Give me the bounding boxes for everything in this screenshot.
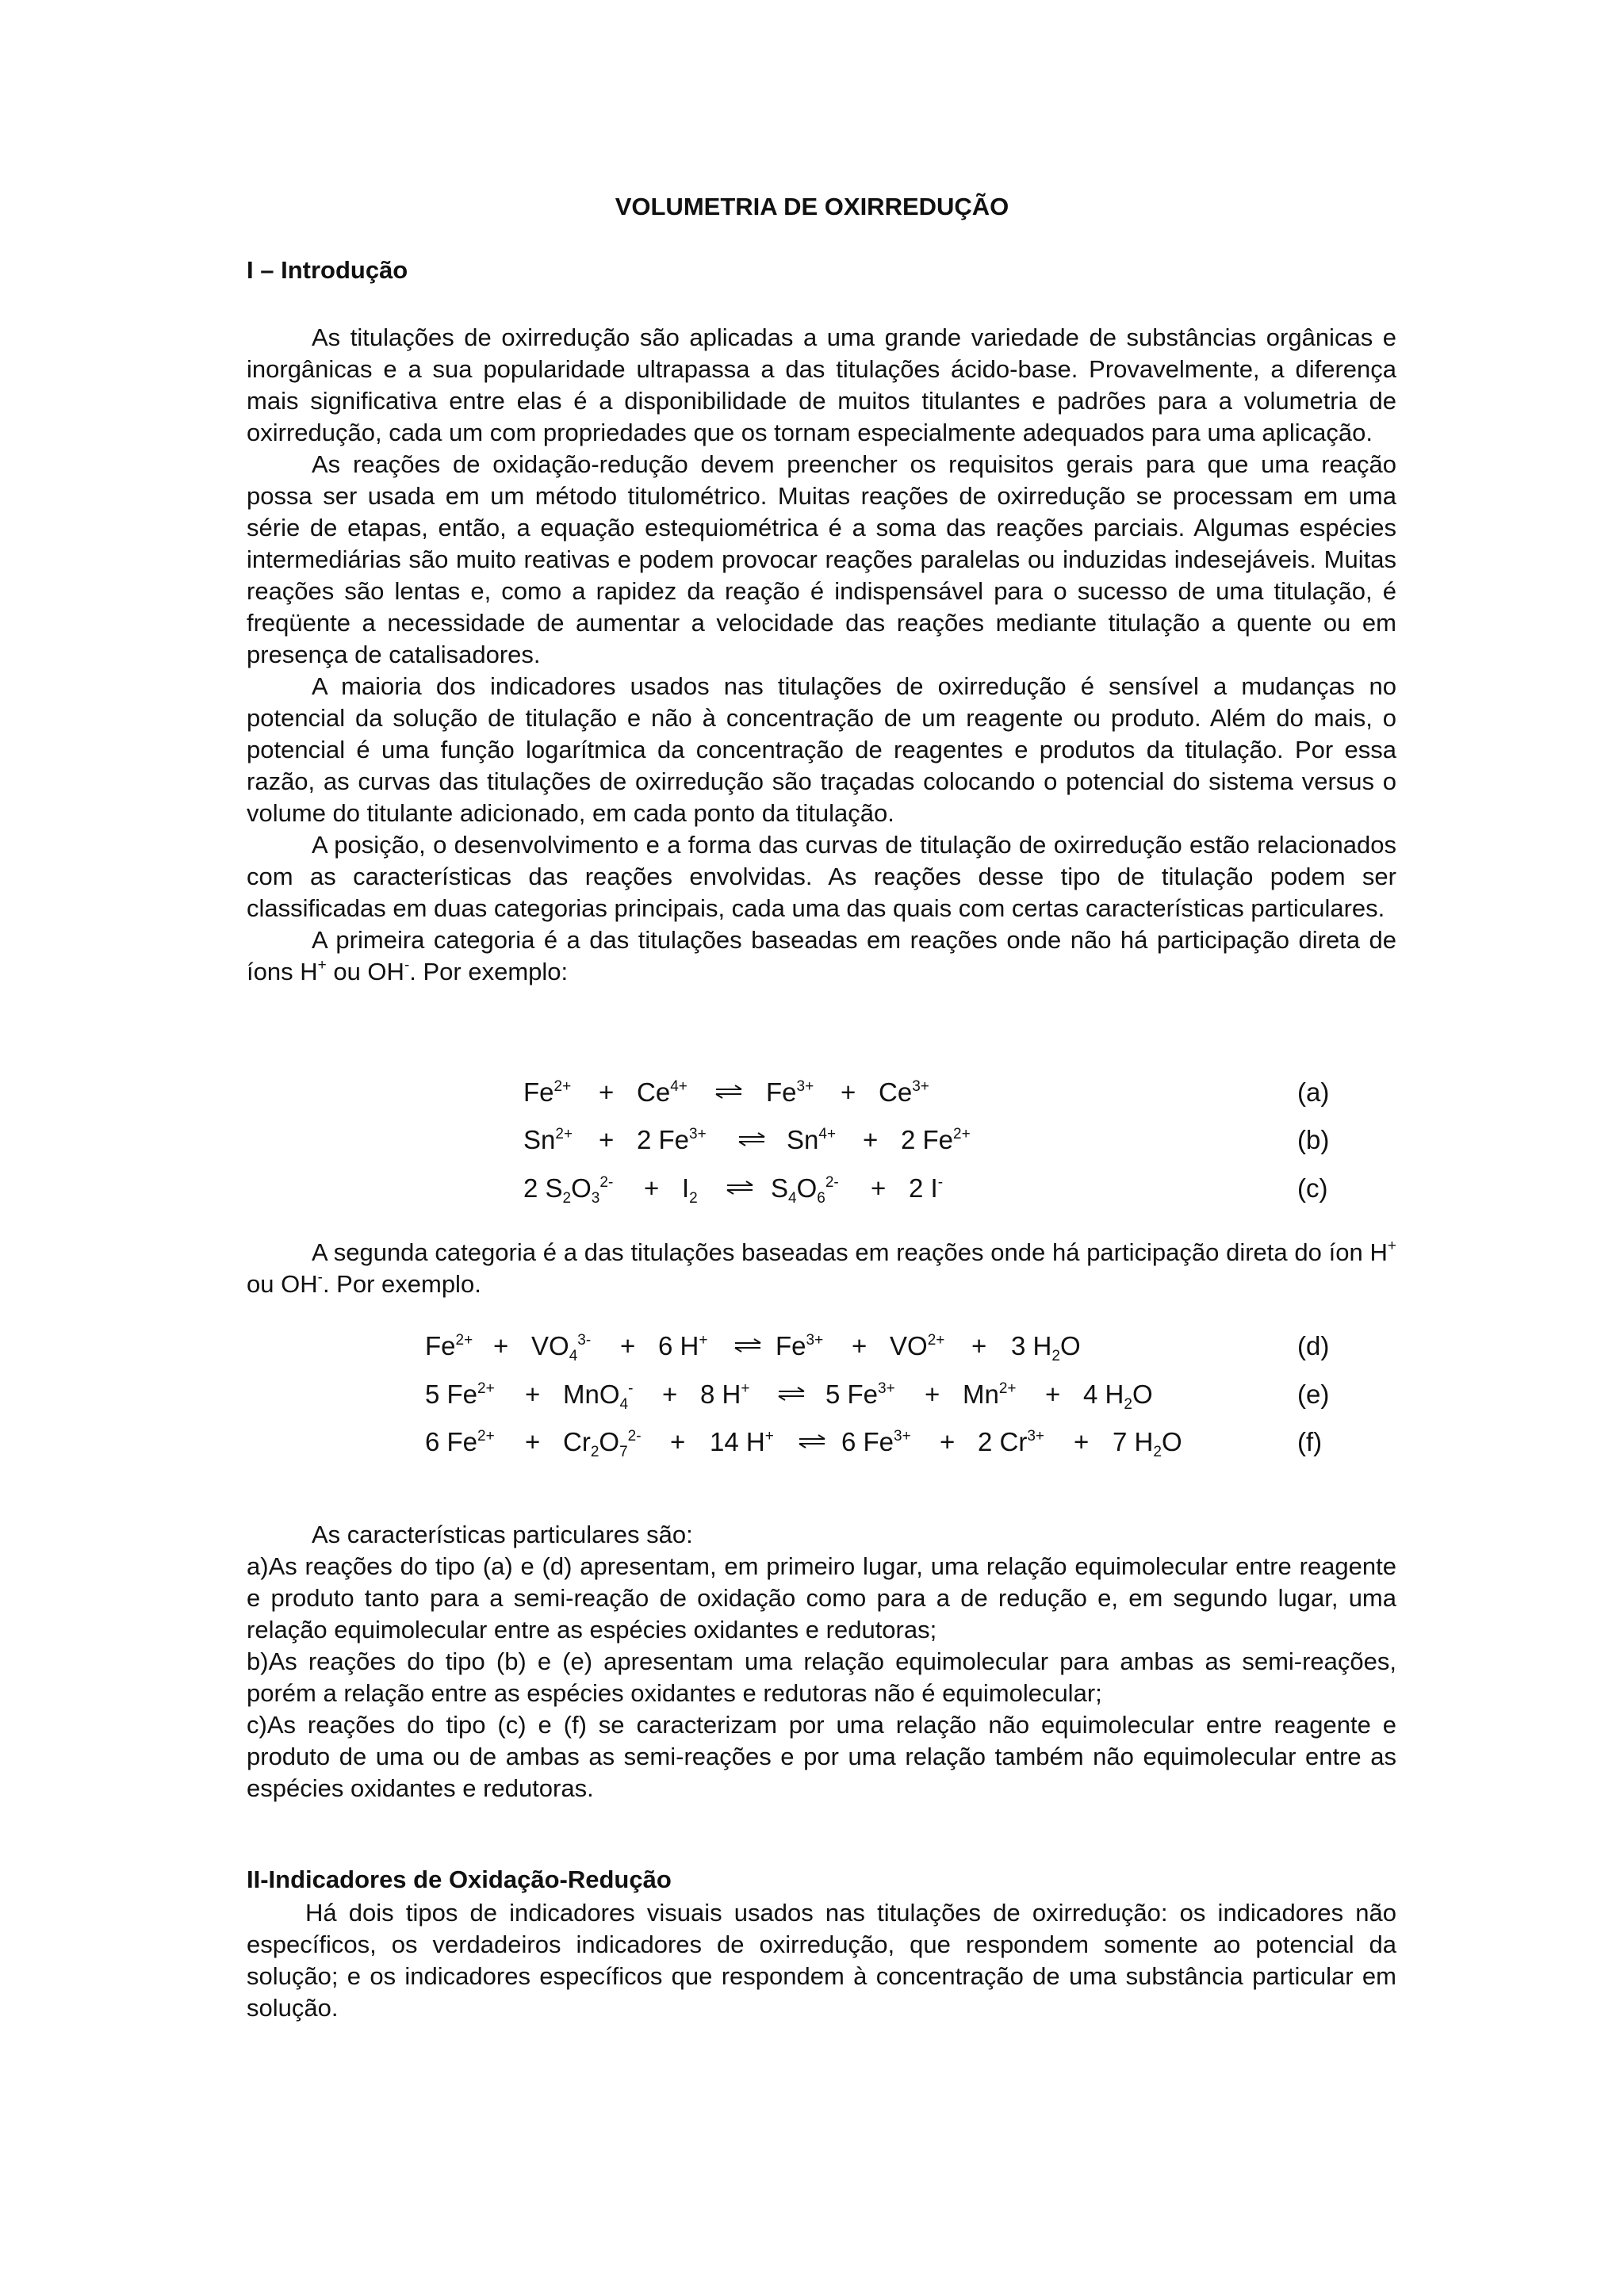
indicators-text-block (247, 1897, 1396, 2024)
paragraph: A posição, o desenvolvimento e a forma das curvas de titulação de oxirredução estão relacionados com as características das reações envolvidas. As reações desse tipo de titulação podem ser classificadas em duas categorias principais, cada uma das quais com certas características particulares. (247, 831, 1396, 922)
characteristic-item: b)As reações do tipo (b) e (e) apresentam uma relação equimolecular para ambas as semi-reações, porém a relação entre as espécies oxidantes e redutoras não é equimolecular; (247, 1647, 1396, 1707)
equation-tag: (b) (1297, 1125, 1330, 1154)
page-title: VOLUMETRIA DE OXIRREDUÇÃO (615, 193, 1009, 220)
equation-tag: (e) (1297, 1380, 1330, 1409)
characteristic-item: a)As reações do tipo (a) e (d) apresentam, em primeiro lugar, uma relação equimolecular entre reagente e produto tanto para a semi-reação de oxidação como para a de redução e, em segundo lugar, uma relação equimolecular entre as espécies oxidantes e redutoras; (247, 1552, 1396, 1644)
equation-d: $Fe^{2+}$ + $VO_4^{3-}$ + 6 H+ $Fe^{3+}$ + $VO^{2+}$ + 3 $H_2O$ (d) (0, 1329, 1624, 1364)
section-heading-introducao: I – Introdução (247, 256, 408, 284)
equation-f: 6 $Fe^{2+}$ + $Cr_2O_7^{2-}$ + 14 H+ 6 $Fe^{3+}$ + 2 $Cr^{3+}$ + 7 $H_2O$ (f) (0, 1425, 1624, 1460)
characteristics-block (247, 1519, 1396, 1804)
equilibrium-arrow-icon (726, 1179, 754, 1196)
second-category-block (247, 1237, 1396, 1300)
equation-c: 2 $S_2O_3^{2-}$ + $I_2$ $S_4O_6^{2-}$ + 2 I- (c) (0, 1171, 1624, 1206)
characteristics-intro: As características particulares são: (312, 1521, 693, 1548)
equation-tag: (d) (1297, 1331, 1330, 1360)
equation-tag: (c) (1297, 1173, 1328, 1203)
equilibrium-arrow-icon (733, 1337, 762, 1354)
equation-tag: (f) (1297, 1427, 1323, 1456)
equation-e: 5 $Fe^{2+}$ + MnO$_4$- + 8 H+ 5 $Fe^{3+}$ + $Mn^{2+}$ + 4 $H_2O$ (e) (0, 1377, 1624, 1412)
paragraph: As reações de oxidação-redução devem preencher os requisitos gerais para que uma reação possa ser usada em um método titulométrico. Muitas reações de oxirredução se processam em uma série de etapas, então, a equação estequiométrica é a soma das reações parciais. Algumas espécies intermediárias são muito reativas e podem provocar reações paralelas ou induzidas indesejáveis. Muitas reações são lentas e, como a rapidez da reação é indispensável para o sucesso de uma titulação, é freqüente a necessidade de aumentar a velocidade das reações mediante titulação a quente ou em presença de catalisadores. (247, 450, 1396, 668)
paragraph-first-category: A primeira categoria é a das titulações baseadas em reações onde não há participação direta de íons H+ ou OH-. Por exemplo: (247, 926, 1396, 985)
paragraph-second-category: A segunda categoria é a das titulações baseadas em reações onde há participação direta do íon H+ ou OH-. Por exemplo. (247, 1238, 1396, 1298)
equilibrium-arrow-icon (777, 1385, 806, 1402)
paragraph: As titulações de oxirredução são aplicadas a uma grande variedade de substâncias orgânicas e inorgânicas e a sua popularidade ultrapassa a das titulações ácido-base. Provavelmente, a diferença mais significativa entre elas é a disponibilidade de muitos titulantes e padrões para a volumetria de oxirredução, cada um com propriedades que os tornam especialmente adequados para uma aplicação. (247, 323, 1396, 446)
equation-a: $Fe^{2+}$ + $Ce^{4+}$ $Fe^{3+}$ + $Ce^{3+}$ (a) (0, 1075, 1624, 1110)
equation-b: $Sn^{2+}$ + 2 $Fe^{3+}$ $Sn^{4+}$ + 2 $Fe^{2+}$ (b) (0, 1123, 1624, 1158)
equilibrium-arrow-icon (798, 1433, 826, 1450)
equilibrium-arrow-icon (737, 1131, 766, 1148)
paragraph: A maioria dos indicadores usados nas titulações de oxirredução é sensível a mudanças no potencial da solução de titulação e não à concentração de um reagente ou produto. Além do mais, o potencial é uma função logarítmica da concentração de reagentes e produtos da titulação. Por essa razão, as curvas das titulações de oxirredução são traçadas colocando o potencial do sistema versus o volume do titulante adicionado, em cada ponto da titulação. (247, 672, 1396, 827)
characteristic-item: c)As reações do tipo (c) e (f) se caracterizam por uma relação não equimolecular entre reagente e produto de uma ou de ambas as semi-reações e por uma relação também não equimolecular entre as espécies oxidantes e redutoras. (247, 1711, 1396, 1802)
equation-tag: (a) (1297, 1077, 1330, 1107)
paragraph: Há dois tipos de indicadores visuais usados nas titulações de oxirredução: os indicadores não específicos, os verdadeiros indicadores de oxirredução, que respondem somente ao potencial da solução; e os indicadores específicos que respondem à concentração de uma substância particular em solução. (247, 1899, 1396, 2022)
section-heading-indicadores: II-Indicadores de Oxidação-Redução (247, 1866, 672, 1893)
equilibrium-arrow-icon (714, 1083, 743, 1100)
intro-text-block (247, 322, 1396, 988)
